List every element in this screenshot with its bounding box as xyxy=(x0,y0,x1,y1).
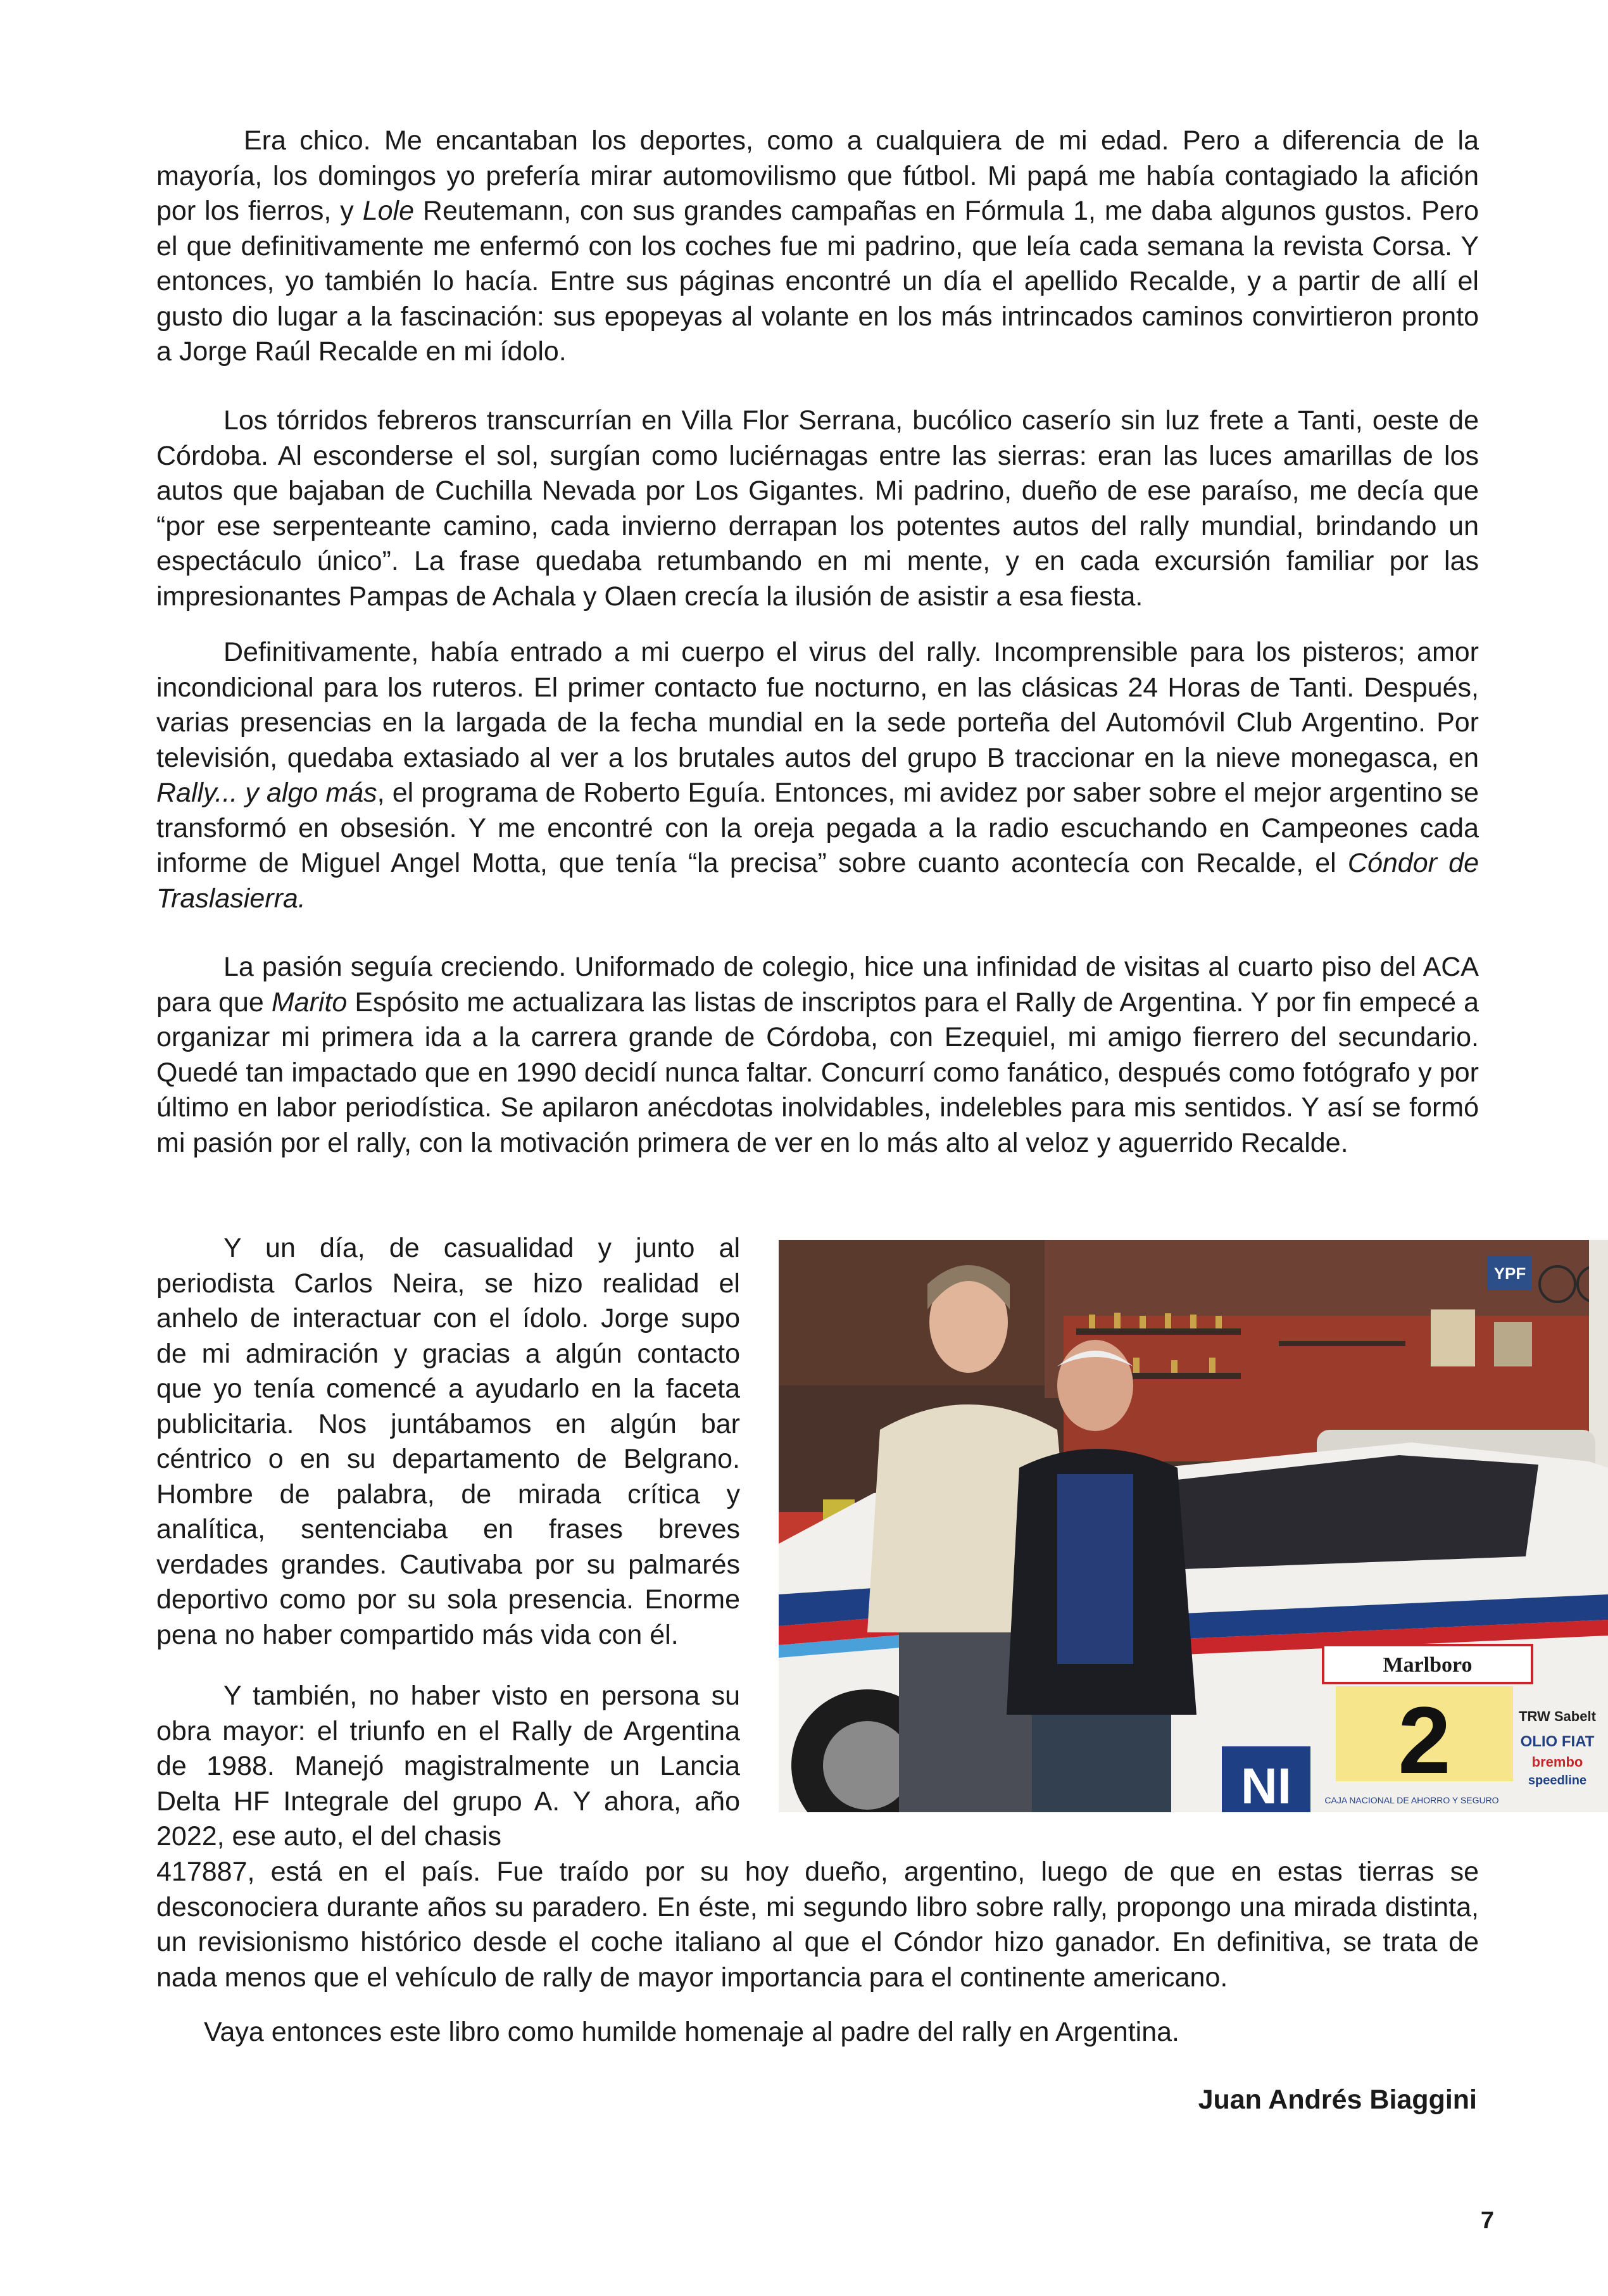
svg-text:TRW Sabelt: TRW Sabelt xyxy=(1519,1708,1596,1724)
paragraph-1-italic: Lole xyxy=(362,196,414,226)
svg-text:Marlboro: Marlboro xyxy=(1383,1653,1473,1677)
paragraph-6-narrow xyxy=(156,1679,740,1855)
paragraph-2 xyxy=(156,403,1479,614)
paragraph-3-italic-program: Rally... y algo más xyxy=(156,778,377,808)
ypf-wall-logo xyxy=(1488,1256,1532,1290)
paragraph-1-text-rest: Reutemann, con sus grandes campañas en Fórmula 1, me daba algunos gustos. Pero el que definitivamente me enfermó con los coches fue mi padrino, que leía cada semana la revista Corsa. Y entonces, yo también lo hacía. Entre sus páginas encontré un día el apellido Recalde, y a partir de allí el gusto dio lugar a la fascinación: sus epopeyas al volante en los más intrincados caminos convirtieron pronto a Jorge Raúl Recalde en mi ídolo. xyxy=(156,196,1479,367)
paragraph-4-text-rest: Espósito me actualizara las listas de inscriptos para el Rally de Argentina. Y por fin empecé a organizar mi primera ida a la carrera grande de Córdoba, con Ezequiel, mi amigo fierrero del secundario. Quedé tan impactado que en 1990 decidí nunca faltar. Concurrí como fanático, después como fotógrafo y por último en labor periodística. Se apilaron anécdotas inolvidables, indelebles para mis sentidos. Y así se formó mi pasión por el rally, con la motivación primera de ver en lo más alto al veloz y aguerrido Recalde. xyxy=(156,987,1479,1158)
svg-text:brembo: brembo xyxy=(1531,1754,1583,1770)
paragraph-7 xyxy=(156,2015,1479,2050)
author-signature: Juan Andrés Biaggini xyxy=(1198,2085,1477,2115)
paragraph-3-italic-nickname: Cóndor de Traslasierra. xyxy=(156,848,1479,914)
paragraph-5-text: Y un día, de casualidad y junto al periodista Carlos Neira, se hizo realidad el anhelo de interactuar con el ídolo. Jorge supo de mi admiración y gracias a algún contacto que yo tenía comencé a ayudarlo en la faceta publicitaria. Nos juntábamos en algún bar céntrico o en su departamento de Belgrano. Hombre de palabra, de mirada crítica y analítica, sentenciaba en frases breves verdades grandes. Cautivaba por su palmarés deportivo como por su sola presencia. Enorme pena no haber compartido más vida con él. xyxy=(156,1233,740,1650)
svg-text:NI: NI xyxy=(1241,1758,1291,1812)
photo-illustration xyxy=(779,1240,1608,1812)
svg-text:2: 2 xyxy=(1398,1687,1451,1793)
svg-text:speedline: speedline xyxy=(1528,1774,1587,1788)
paragraph-4 xyxy=(156,950,1479,1161)
paragraph-3-text-rest: , el programa de Roberto Eguía. Entonces, mi avidez por saber sobre el mejor argentino se transformó en obsesión. Y me encontré con la oreja pegada a la radio escuchando en Campeones cada informe de Miguel Angel Motta, que tenía “la precisa” sobre cuanto acontecía con Recalde, el xyxy=(156,778,1479,878)
paragraph-4-italic: Marito xyxy=(271,987,348,1018)
paragraph-3 xyxy=(156,635,1479,916)
paragraph-1-text: Era chico. Me encantaban los deportes, como a cualquiera de mi edad. Pero a diferencia de la mayoría, los domingos yo prefería mirar automovilismo que fútbol. Mi papá me había contagiado la afición por los fierros, y xyxy=(156,125,1479,226)
svg-text:CAJA NACIONAL DE AHORRO Y SEGU: CAJA NACIONAL DE AHORRO Y SEGURO xyxy=(1324,1795,1499,1805)
photo-recalde-lancia xyxy=(779,1240,1608,1812)
paragraph-1 xyxy=(156,123,1479,370)
paragraph-6-wide xyxy=(156,1855,1479,1995)
paragraph-4-text: La pasión seguía creciendo. Uniformado de colegio, hice una infinidad de visitas al cuarto piso del ACA para que xyxy=(156,952,1479,1018)
paragraph-3-text: Definitivamente, había entrado a mi cuerpo el virus del rally. Incomprensible para los pisteros; amor incondicional para los ruteros. El primer contacto fue nocturno, en las clásicas 24 Horas de Tanti. Después, varias presencias en la largada de la fecha mundial en la sede porteña del Automóvil Club Argentino. Por televisión, quedaba extasiado al ver a los brutales autos del grupo B traccionar en la nieve monegasca, en xyxy=(156,637,1479,773)
paragraph-6-text-narrow: Y también, no haber visto en persona su obra mayor: el triunfo en el Rally de Argentina de 1988. Manejó magistralmente un Lancia Delta HF Integrale del grupo A. Y ahora, año 2022, ese auto, el del chasis xyxy=(156,1681,740,1851)
page-number: 7 xyxy=(1480,2207,1494,2234)
paragraph-6-text-wide: 417887, está en el país. Fue traído por su hoy dueño, argentino, luego de que en estas tierras se desconociera durante años su paradero. En éste, mi segundo libro sobre rally, propongo una mirada distinta, un revisionismo histórico desde el coche italiano al que el Cóndor hizo ganador. En definitiva, se trata de nada menos que el vehículo de rally de mayor importancia para el continente americano. xyxy=(156,1857,1479,1993)
paragraph-5 xyxy=(156,1231,740,1653)
paragraph-2-text: Los tórridos febreros transcurrían en Villa Flor Serrana, bucólico caserío sin luz frete a Tanti, oeste de Córdoba. Al esconderse el sol, surgían como luciérnagas entre las sierras: eran las luces amarillas de los autos que bajaban de Cuchilla Nevada por Los Gigantes. Mi padrino, dueño de ese paraíso, me decía que “por ese serpenteante camino, cada invierno derrapan los potentes autos del rally mundial, brindando un espectáculo único”. La frase quedaba retumbando en mi mente, y en cada excursión familiar por las impresionantes Pampas de Achala y Olaen crecía la ilusión de asistir a esa fiesta. xyxy=(156,405,1479,612)
paragraph-7-text: Vaya entonces este libro como humilde homenaje al padre del rally en Argentina. xyxy=(204,2017,1179,2047)
svg-text:YPF: YPF xyxy=(1493,1264,1526,1283)
svg-text:OLIO FIAT: OLIO FIAT xyxy=(1520,1733,1595,1750)
